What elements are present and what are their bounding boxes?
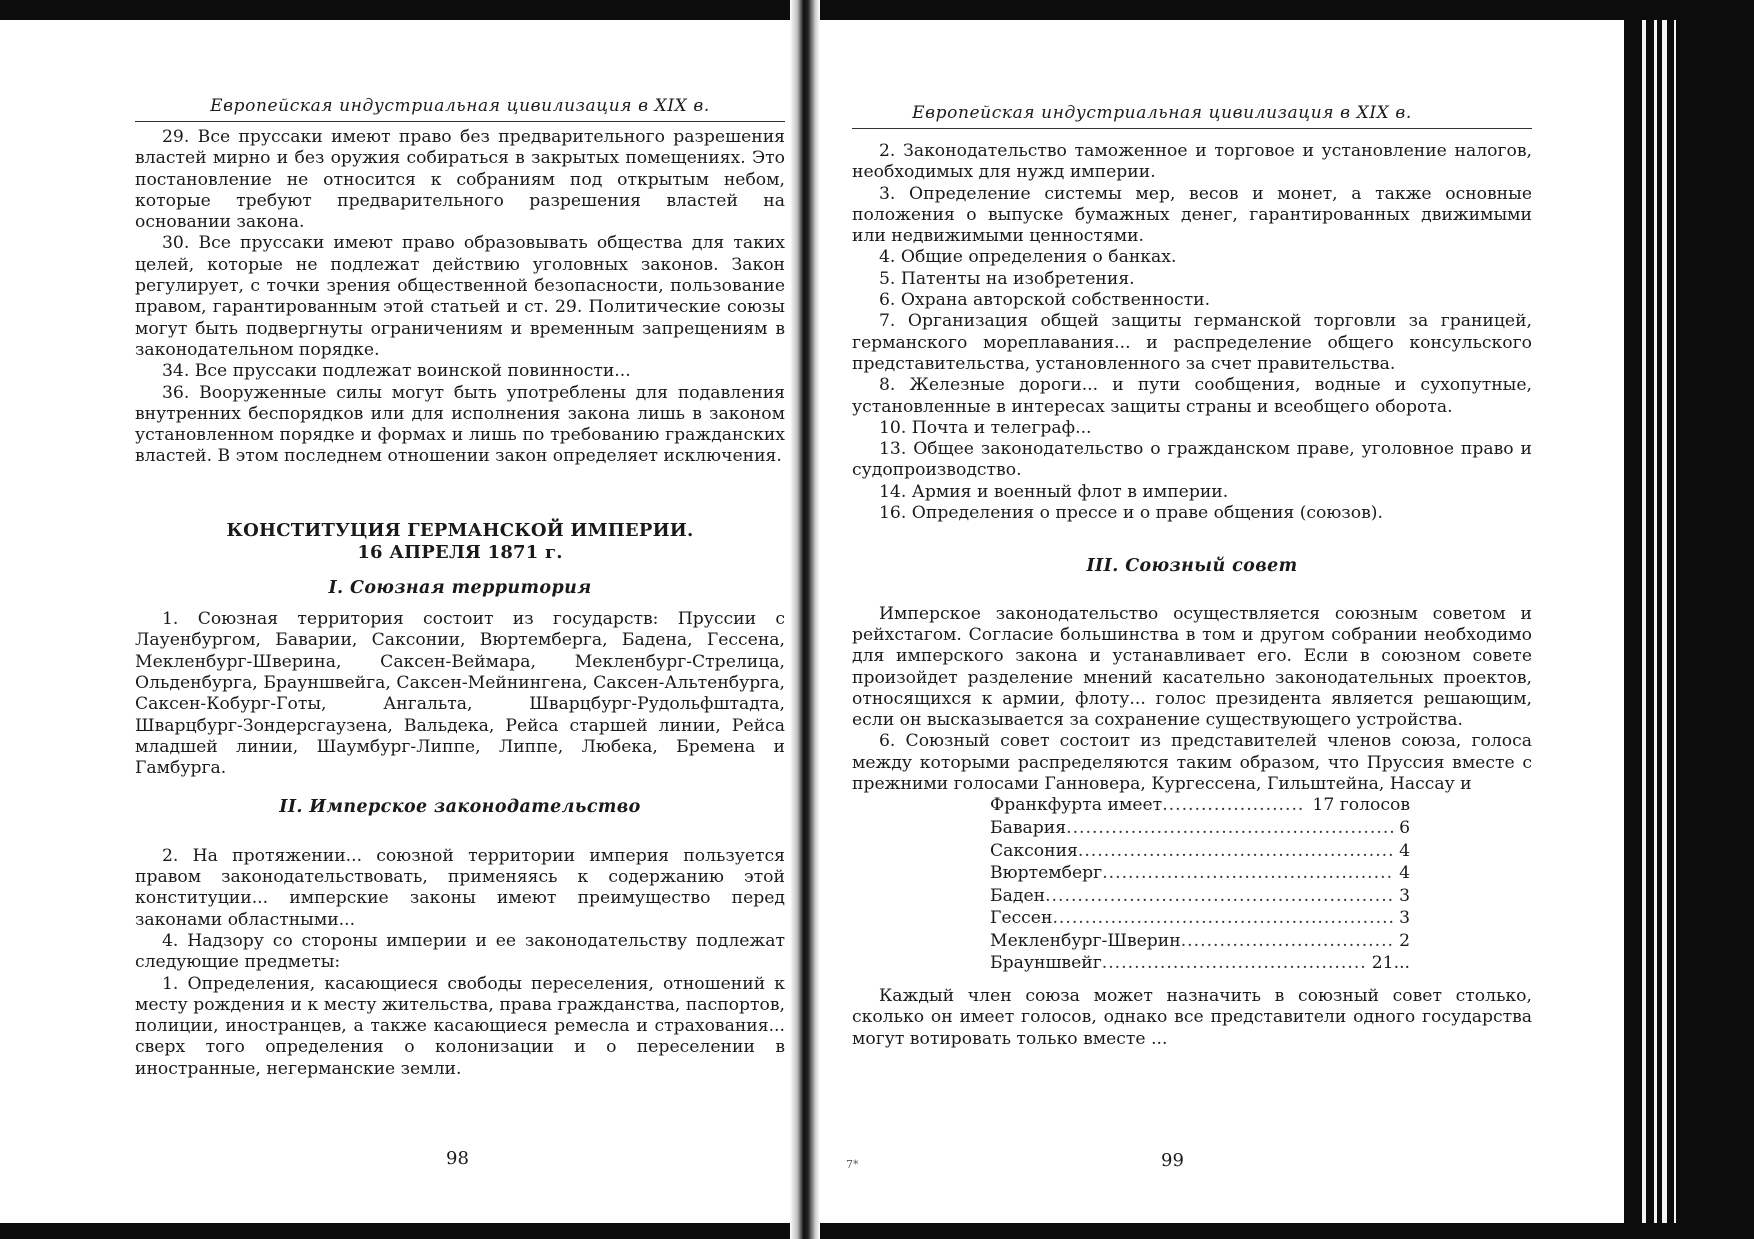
- left-page: [0, 20, 790, 1223]
- paragraph-art2: 2. На протяжении... союзной территории империя пользуется правом законодательствовать, применяясь к содержанию этой конституции... имперские законы имеют преимущество перед законами областными...: [135, 845, 785, 930]
- section-heading-federal-council: III. Союзный совет: [1086, 556, 1298, 577]
- left-text-column: [135, 127, 785, 1080]
- vote-row: Баден ..... 3: [990, 886, 1410, 909]
- paragraph-item13: 13. Общее законодательство о гражданском праве, уголовное право и судопроизводство.: [852, 439, 1532, 481]
- running-head-left: Европейская индустриальная цивилизация в XIX в.: [210, 96, 710, 116]
- signature-mark: 7*: [846, 1158, 859, 1171]
- vote-row: Вюртемберг ..... 4: [990, 863, 1410, 886]
- paragraph-art36: 36. Вооруженные силы могут быть употреблены для подавления внутренних беспорядков или для исполнения закона лишь в законом установленном порядке и формах и лишь по требованию гражданских властей. В этом последнем отношении закон определяет исключения.: [135, 382, 785, 467]
- paragraph-item14: 14. Армия и военный флот в империи.: [879, 481, 1229, 502]
- right-text-column: [852, 141, 1532, 1050]
- running-head-right: Европейская индустриальная цивилизация в XIX в.: [912, 103, 1412, 123]
- vote-row: Брауншвейг ..... 21...: [990, 953, 1410, 976]
- scan-border-right: [1624, 0, 1754, 1239]
- vote-row: Гессен ..... 3: [990, 908, 1410, 931]
- paragraph-art4: 4. Надзору со стороны империи и ее законодательству подлежат следующие предметы:: [135, 930, 785, 973]
- page-number-left: 98: [446, 1148, 469, 1169]
- right-page: [820, 20, 1624, 1223]
- paragraph-item10: 10. Почта и телеграф...: [879, 417, 1092, 438]
- header-rule-right: [852, 128, 1532, 129]
- paragraph-art29: 29. Все пруссаки имеют право без предварительного разрешения властей мирно и без оружия собираться в закрытых помещениях. Это постановление не относится к собраниям под открытым небом, которые требуют предварительного разрешения властей на основании закона.: [135, 127, 785, 233]
- document-title: КОНСТИТУЦИЯ ГЕРМАНСКОЙ ИМПЕРИИ.: [226, 519, 694, 541]
- paragraph-art6: 6. Союзный совет состоит из представителей членов союза, голоса между которыми распределяются таким образом, что Пруссия вместе с прежними голосами Ганновера, Кургессена, Гильштейна, Нассау и: [852, 731, 1532, 795]
- paragraph-item4: 4. Общие определения о банках.: [879, 247, 1177, 268]
- paragraph-item6: 6. Охрана авторской собственности.: [879, 290, 1211, 311]
- paragraph-council-intro: Имперское законодательство осуществляется союзным советом и рейхстагом. Согласие большинства в том и другом собрании необходимо для имперского закона и устанавливает его. Если в союзном совете произойдет разделение мнений касательно законодательных проектов, относящихся к армии, флоту... голос президента является решающим, если он высказывается за сохранение существующего устройства.: [852, 603, 1532, 731]
- book-spine: [790, 0, 820, 1239]
- scan-border-top: [0, 0, 1754, 20]
- header-rule-left: [135, 121, 785, 122]
- scan-border-bottom: [0, 1223, 1754, 1239]
- document-date: 16 АПРЕЛЯ 1871 г.: [357, 541, 563, 563]
- page-number-right: 99: [1161, 1150, 1184, 1171]
- vote-row: Бавария ..... 6: [990, 818, 1410, 841]
- paragraph-item3: 3. Определение системы мер, весов и монет, а также основные положения о выпуске бумажных денег, гарантированных движимыми или недвижимыми ценностями.: [852, 183, 1532, 247]
- paragraph-art34: 34. Все пруссаки подлежат воинской повинности...: [162, 361, 631, 382]
- votes-table: [990, 795, 1410, 976]
- paragraph-item5: 5. Патенты на изобретения.: [879, 268, 1135, 289]
- paragraph-art30: 30. Все пруссаки имеют право образовывать общества для таких целей, которые не подлежат действию уголовных законов. Закон регулирует, с точки зрения общественной безопасности, пользование правом, гарантированным этой статьей и ст. 29. Политические союзы могут быть подвергнуты ограничениям и временным запрещениям в законодательном порядке.: [135, 233, 785, 360]
- paragraph-item2: 2. Законодательство таможенное и торговое и установление налогов, необходимых для нужд империи.: [852, 141, 1532, 183]
- paragraph-art4-item1: 1. Определения, касающиеся свободы переселения, отношений к месту рождения и к месту жительства, права гражданства, паспортов, полиции, иностранцев, а также касающиеся ремесла и страхования... сверх того определения о колонизации и о переселении в иностранные, негерманские земли.: [135, 973, 785, 1079]
- vote-row: Саксония ..... 4: [990, 841, 1410, 864]
- paragraph-item7: 7. Организация общей защиты германской торговли за границей, германского мореплавания... и распределение общего консульского представительства, установленного за счет правительства.: [852, 311, 1532, 374]
- paragraph-territory: 1. Союзная территория состоит из государств: Пруссии с Лауенбургом, Баварии, Саксонии, Вюртемберга, Бадена, Гессена, Мекленбург-Шверина, Саксен-Веймара, Мекленбург-Стрелица, Ольденбурга, Брауншвейга, Саксен-Мейнингена, Саксен-Альтенбурга, Саксен-Кобург-Готы, Ангальта, Шварцбург-Рудольфштадта, Шварцбург-Зондерсгаузена, Вальдека, Рейса старшей линии, Рейса младшей линии, Шаумбург-Липпе, Липпе, Любека, Бремена и Гамбурга.: [135, 609, 785, 779]
- section-heading-territory: I. Союзная территория: [328, 577, 592, 598]
- vote-row: Мекленбург-Шверин ..... 2: [990, 931, 1410, 954]
- paragraph-item8: 8. Железные дороги... и пути сообщения, водные и сухопутные, установленные в интересах защиты страны и всеобщего оборота.: [852, 375, 1532, 417]
- paragraph-council-closing: Каждый член союза может назначить в союзный совет столько, сколько он имеет голосов, однако все представители одного государства могут вотировать только вместе ...: [852, 986, 1532, 1049]
- paragraph-item16: 16. Определения о прессе и о праве общения (союзов).: [879, 503, 1383, 524]
- vote-row: Франкфурта имеет ..... 17 голосов: [990, 795, 1410, 818]
- section-heading-legislation: II. Имперское законодательство: [279, 797, 641, 818]
